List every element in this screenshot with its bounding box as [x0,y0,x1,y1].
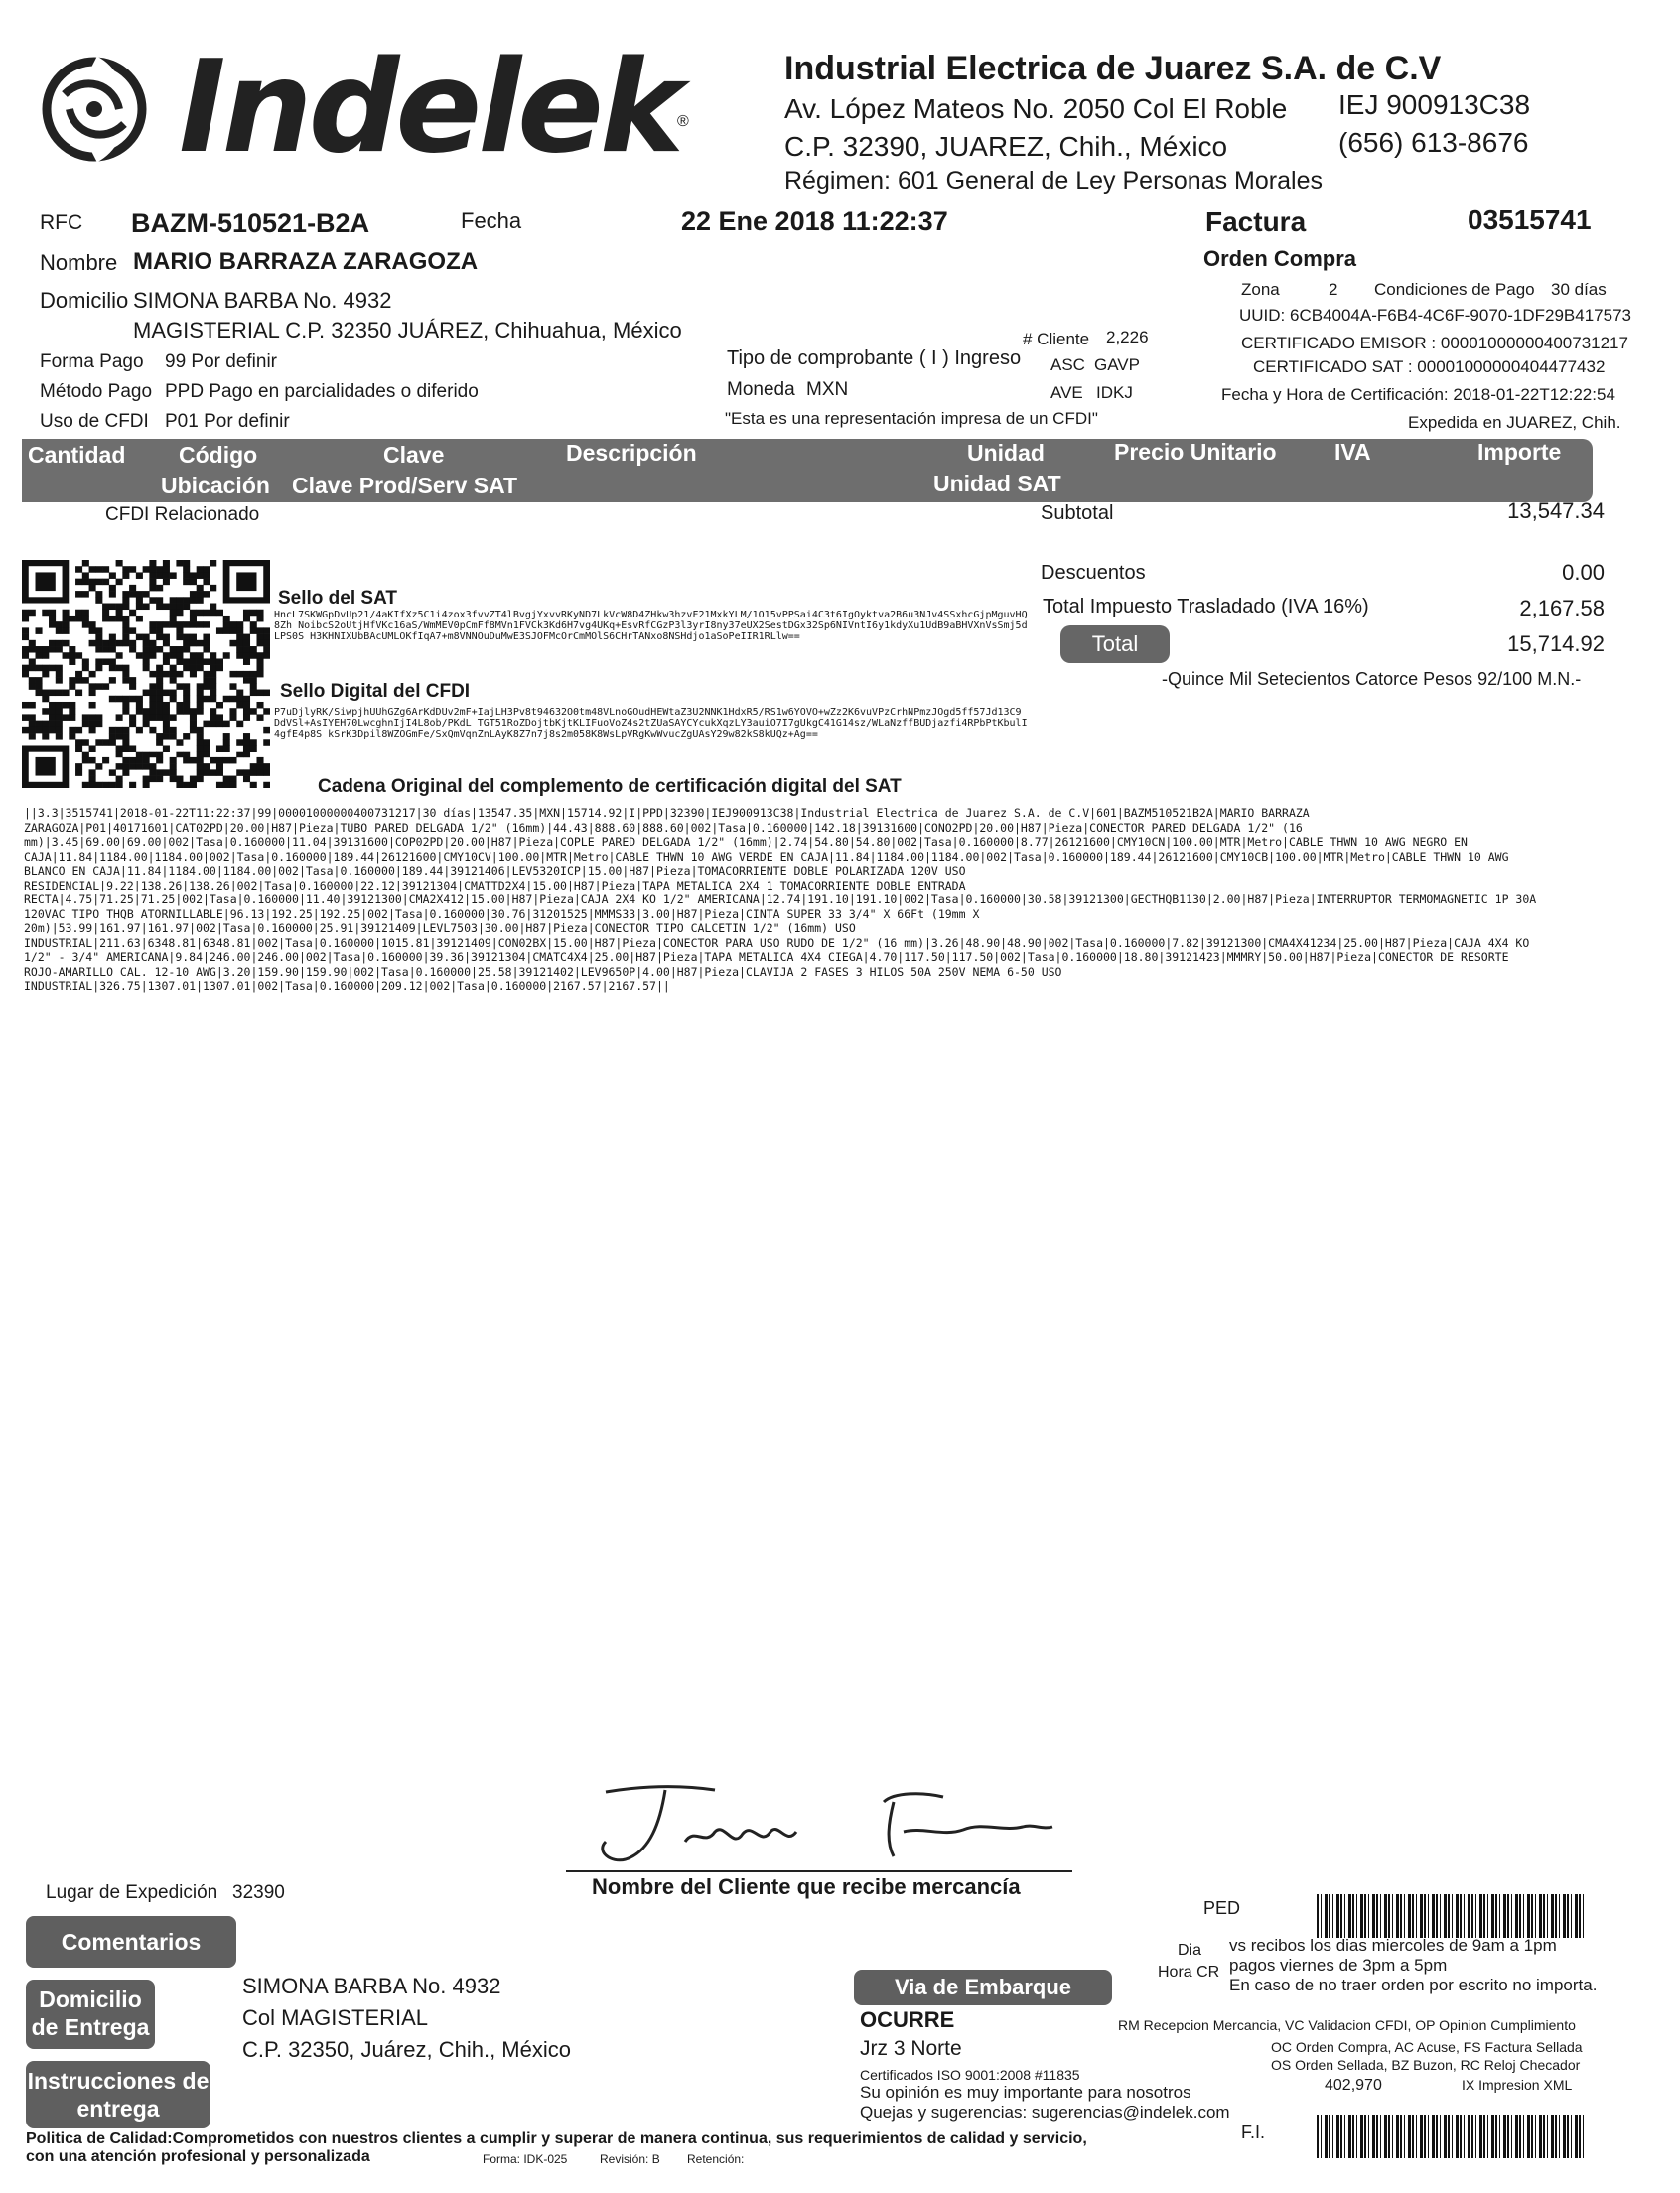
subtotal-label: Subtotal [1041,502,1114,524]
cadena-label: Cadena Original del complemento de certificación digital del SAT [318,776,902,797]
fecha-label: Fecha [461,208,522,233]
registered-mark: ® [677,113,689,130]
qr-code [22,560,270,788]
domicilio-entrega-label [26,1980,155,2049]
subtotal-value: 13,547.34 [1507,498,1605,523]
col-iva: IVA [1334,439,1371,465]
cadena-line: RECTA|4.75|71.25|71.25|002|Tasa|0.160000|11.40|39121300|CMA2X412|15.00|H87|Pieza|CAJA 2X4 KO 1/2" AMERICANA|12.74|191.10|191.10|002|Tasa|0.160000|30.58|39121300|GECTHQB1130|2.00|H87|Pieza|INTERRUPTOR TERMOMAGNETIC 1P 30A [24,892,1537,906]
cert-emisor: CERTIFICADO EMISOR : 00001000000400731217 [1241,334,1628,352]
logo-text: Indelek [179,34,680,182]
recibos-line1: vs recibos los dias miercoles de 9am a 1pm [1229,1936,1557,1955]
cadena-line: ||3.3|3515741|2018-01-22T11:22:37|99|00001000000400731217|30 días|13547.35|MXN|15714.92|I|PPD|32390|IEJ900913C38|Industrial Electrica de Juarez S.A. de C.V|601|BAZM510521B2A|MARIO BARRAZA [24,806,1310,820]
revision-label: Revisión: B [600,2152,660,2166]
firma-label: Nombre del Cliente que recibe mercancía [592,1874,1021,1899]
forma-label: Forma: IDK-025 [483,2152,568,2166]
col-unidad-sat: Unidad SAT [933,471,1061,496]
asc-value: GAVP [1094,355,1140,374]
uuid: UUID: 6CB4004A-F6B4-4C6F-9070-1DF29B417573 [1239,306,1631,325]
retencion-label: Retención: [687,2152,745,2166]
certificados-iso: Certificados ISO 9001:2008 #11835 [860,2067,1080,2083]
company-regimen: Régimen: 601 General de Ley Personas Morales [784,167,1323,195]
rfc-label: RFC [40,211,83,234]
table-header [22,439,1593,502]
tipo-comprobante: Tipo de comprobante ( I ) Ingreso [727,347,1022,369]
col-cantidad: Cantidad [28,442,126,468]
recibos-line2: pagos viernes de 3pm a 5pm [1229,1956,1448,1975]
legend-line4: IX Impresion XML [1462,2077,1573,2093]
col-descripcion: Descripción [566,440,697,466]
cadena-original [24,806,1612,994]
cadena-line: ZARAGOZA|P01|40171601|CAT02PD|20.00|H87|Pieza|TUBO PARED DELGADA 1/2" (16mm)|44.43|888.60|888.60|002|Tasa|0.160000|142.18|39131600|CONO2PD|20.00|H87|Pieza|CONECTOR PARED DELGADA 1/2" (16 [24,820,1303,835]
cert-sat: CERTIFICADO SAT : 00001000000404477432 [1253,357,1606,376]
barcode-bottom [1317,2115,1585,2158]
zona-value: 2 [1329,280,1338,299]
factura-value: 03515741 [1468,205,1592,235]
descuentos-value: 0.00 [1562,560,1605,585]
sello-sat-label: Sello del SAT [278,588,398,609]
company-phone: (656) 613-8676 [1338,127,1529,158]
domicilio-entrega-l2: Col MAGISTERIAL [242,2005,429,2030]
via-embarque-value: OCURRE [860,2007,955,2032]
domicilio-entrega-text: Domicilio de Entrega [31,1987,150,2040]
expedida-en: Expedida en JUAREZ, Chih. [1408,413,1621,432]
instrucciones-text: Instrucciones de entrega [27,2068,210,2122]
cadena-line: BLANCO EN CAJA|11.84|1184.00|1184.00|002|Tasa|0.160000|189.44|39121406|LEV5320ICP|15.00|H87|Pieza|TOMACORRIENTE DOBLE POLARIZADA 120V USO [24,864,966,878]
ave-label: AVE [1050,383,1083,402]
metodo-pago-value: PPD Pago en parcialidades o diferido [165,381,479,402]
cadena-line: 1/2" - 3/4" AMERICANA|9.84|246.00|246.00|002|Tasa|0.160000|39.36|39121304|CMATC4X4|25.00|H87|Pieza|TAPA METALICA 4X4 CIEGA|4.70|117.50|117.50|002|Tasa|0.160000|18.80|39121423|MMMRY|50.00|H87|Pieza|CONECTOR DE RESORTE [24,950,1509,964]
cadena-line: INDUSTRIAL|211.63|6348.81|6348.81|002|Tasa|0.160000|1015.81|39121409|CON02BX|15.00|H87|Pieza|CONECTOR PARA USO RUDO DE 1/2" (16 mm)|3.26|48.90|48.90|002|Tasa|0.160000|7.82|39121300|CMA4X41234|25.00|H87|Pieza|CAJA 4X4 KO [24,935,1530,950]
customer-signature [566,1772,1082,1881]
company-logo [20,34,695,182]
asc-label: ASC [1050,355,1085,374]
via-embarque-label: Via de Embarque [854,1970,1112,2005]
fi-label: F.I. [1241,2123,1266,2142]
company-name: Industrial Electrica de Juarez S.A. de C.V [784,50,1442,87]
col-clave-prod-serv: Clave Prod/Serv SAT [292,473,518,498]
zona-label: Zona [1241,280,1280,299]
col-clave: Clave [383,442,445,468]
total-en-letra: -Quince Mil Setecientos Catorce Pesos 92/100 M.N.- [1162,669,1582,689]
domicilio-entrega-l3: C.P. 32350, Juárez, Chih., México [242,2037,571,2062]
cadena-line: ROJO-AMARILLO CAL. 12-10 AWG|3.20|159.90|159.90|002|Tasa|0.160000|25.58|39121402|LEV9650P|4.00|H87|Pieza|CLAVIJA 2 FASES 3 HILOS 50A 250V NEMA 6-50 USO [24,964,1062,979]
instrucciones-label [26,2061,210,2128]
legend-number: 402,970 [1325,2077,1382,2094]
forma-pago-value: 99 Por definir [165,351,278,372]
company-address1: Av. López Mateos No. 2050 Col El Roble [784,93,1288,124]
col-importe: Importe [1477,439,1562,465]
legend-line3: OS Orden Sellada, BZ Buzon, RC Reloj Checador [1271,2057,1581,2073]
uso-cfdi-value: P01 Por definir [165,411,290,432]
nombre-label: Nombre [40,250,118,275]
uso-cfdi-label: Uso de CFDI [40,411,149,432]
cadena-line: 120VAC TIPO THQB ATORNILLABLE|96.13|192.25|192.25|002|Tasa|0.160000|30.76|31201525|MMMS33|3.00|H87|Pieza|CINTA SUPER 33 3/4" X 66Ft (19mm X [24,906,980,921]
company-address2: C.P. 32390, JUAREZ, Chih., México [784,131,1228,162]
rfc-value: BAZM-510521-B2A [131,208,370,238]
fecha-certificacion: Fecha y Hora de Certificación: 2018-01-22T12:22:54 [1221,385,1615,404]
col-codigo: Código [179,442,258,468]
orden-compra-label: Orden Compra [1203,246,1357,271]
via-embarque-value2: Jrz 3 Norte [860,2037,962,2060]
sello-sat-text: HncL7SKWGpDvUp21/4aKIfXz5C1i4zox3fvvZT4lBvgjYxvvRKyND7LkVcW8D4ZHkw3hzvF21MxkYLM/1O15vPPSai4C3t6IgOyktva2B6u3NJv4SSxhcGjpMguvHQ8Zh NoibcS2oUtjHfVKc16aS/WmMEV0pCmFf8MVn1FVCk3Kd6H7vg4UKq+EsvRfCGzP3l3yrI8ny37eUX2SestDGx32Sp6NIVntI6y1kdyXu1UdB9aBHVXnVsSmj5dLPS0S H3KHNIXUbBAcUMLOKfIqA7+m8VNNOuDuMwE3SJOFMcOrCmMOlS6CHrTANxo8NSHdjo1aSoPeIIR1RLlw== [274,610,1028,642]
condiciones-label: Condiciones de Pago [1374,280,1535,299]
quejas-text: Quejas y sugerencias: sugerencias@indelek.com [860,2103,1230,2122]
lugar-expedicion-label: Lugar de Expedición [46,1882,218,1903]
total-value: 15,714.92 [1507,631,1605,656]
company-rfc: IEJ 900913C38 [1338,89,1531,120]
sello-cfdi-text: P7uDjlyRK/SiwpjhUUhGZg6ArKdDUv2mF+IajLH3Pv8t94632O0tm48VLnoGOudHEWtaZ3U2NNK1HdxR5/RS1w6YOVO+wZz2K6vuVPzCrhNPmzJOgd5ff57Jd13C9 DdVSl+AsIYEH70LwcghnIjI4L8ob/PKdL TGT51RoZDojtbKjtKLIFuoVoZ4s2tZUaSAYCYcukXqzLY3auiO7I7gUkgC41G14sz/WLaNzffBUDjazfi4RPbPtKbulI4gfE4p8S kSrK3Dpil8WZOGmFe/SxQmVqnZnLAyK8Z7n7j8s2m058K8WsLpVRgKwWvucZgUAsY29w82kS8kUQz+Ag== [274,707,1028,740]
ave-value: IDKJ [1096,383,1133,402]
legend-line1: RM Recepcion Mercancia, VC Validacion CFDI, OP Opinion Cumplimiento [1118,2017,1576,2033]
cadena-line: mm)|3.45|69.00|69.00|002|Tasa|0.160000|11.04|39131600|COP02PD|20.00|H87|Pieza|COPLE PARED DELGADA 1/2" (16mm)|2.74|54.80|54.80|002|Tasa|0.160000|8.77|26121600|CMY10CN|100.00|MTR|Metro|CABLE THWN 10 AWG NEGRO EN [24,835,1468,849]
dia-label: Dia [1178,1942,1202,1959]
fecha-value: 22 Ene 2018 11:22:37 [681,206,948,236]
factura-label: Factura [1205,206,1307,237]
descuentos-label: Descuentos [1041,562,1146,584]
ped-label: PED [1203,1898,1241,1918]
col-ubicacion: Ubicación [161,473,270,498]
opinion-text: Su opinión es muy importante para nosotros [860,2083,1191,2102]
sello-cfdi-label: Sello Digital del CFDI [280,681,471,702]
politica-line2: con una atención profesional y personalizada [26,2148,370,2165]
cadena-line: 20m)|53.99|161.97|161.97|002|Tasa|0.160000|25.91|39121409|LEVL7503|30.00|H87|Pieza|CONECTOR TIPO CALCETIN 1/2" (16mm) USO [24,921,856,935]
impuesto-label: Total Impuesto Trasladado (IVA 16%) [1043,596,1369,617]
col-precio-unitario: Precio Unitario [1114,439,1277,465]
comentarios-label: Comentarios [26,1916,236,1968]
representacion-impresa: "Esta es una representación impresa de un CFDI" [725,409,1098,428]
cliente-label: # Cliente [1023,330,1090,348]
barcode-top [1317,1894,1585,1938]
forma-pago-label: Forma Pago [40,351,144,372]
metodo-pago-label: Método Pago [40,381,153,402]
hora-label: Hora CR [1158,1964,1220,1981]
domicilio-value: SIMONA BARBA No. 4932 [133,288,392,313]
domicilio-line2: MAGISTERIAL C.P. 32350 JUÁREZ, Chihuahua, México [133,318,682,343]
col-unidad: Unidad [967,440,1045,466]
cliente-value: 2,226 [1106,328,1149,346]
legend-line2: OC Orden Compra, AC Acuse, FS Factura Sellada [1271,2039,1583,2055]
moneda-label: Moneda [727,379,795,400]
moneda-value: MXN [806,379,849,400]
cadena-line: RESIDENCIAL|9.22|138.26|138.26|002|Tasa|0.160000|22.12|39121304|CMATTD2X4|15.00|H87|Pieza|TAPA METALICA 2X4 1 TOMACORRIENTE DOBLE ENTRADA [24,878,966,892]
politica-line1: Politica de Calidad:Comprometidos con nuestros clientes a cumplir y superar de manera continua, sus requerimientos de calidad y servicio, [26,2130,1087,2147]
lugar-expedicion-value: 32390 [232,1882,285,1903]
total-label: Total [1060,625,1170,663]
recibos-line3: En caso de no traer orden por escrito no importa. [1229,1976,1598,1994]
cfdi-relacionado: CFDI Relacionado [105,504,260,525]
domicilio-entrega-l1: SIMONA BARBA No. 4932 [242,1974,501,1998]
nombre-value: MARIO BARRAZA ZARAGOZA [133,248,479,275]
condiciones-value: 30 días [1551,280,1607,299]
impuesto-value: 2,167.58 [1519,596,1605,620]
cadena-line: CAJA|11.84|1184.00|1184.00|002|Tasa|0.160000|189.44|26121600|CMY10CV|100.00|MTR|Metro|CABLE THWN 10 AWG VERDE EN CAJA|11.84|1184.00|1184.00|002|Tasa|0.160000|189.44|26121600|CMY10CB|100.00|MTR|Metro|CABLE THWN 10 AWG [24,849,1509,864]
domicilio-label: Domicilio [40,288,129,313]
cadena-line: INDUSTRIAL|326.75|1307.01|1307.01|002|Tasa|0.160000|209.12|002|Tasa|0.160000|2167.57|2167.57|| [24,979,670,993]
